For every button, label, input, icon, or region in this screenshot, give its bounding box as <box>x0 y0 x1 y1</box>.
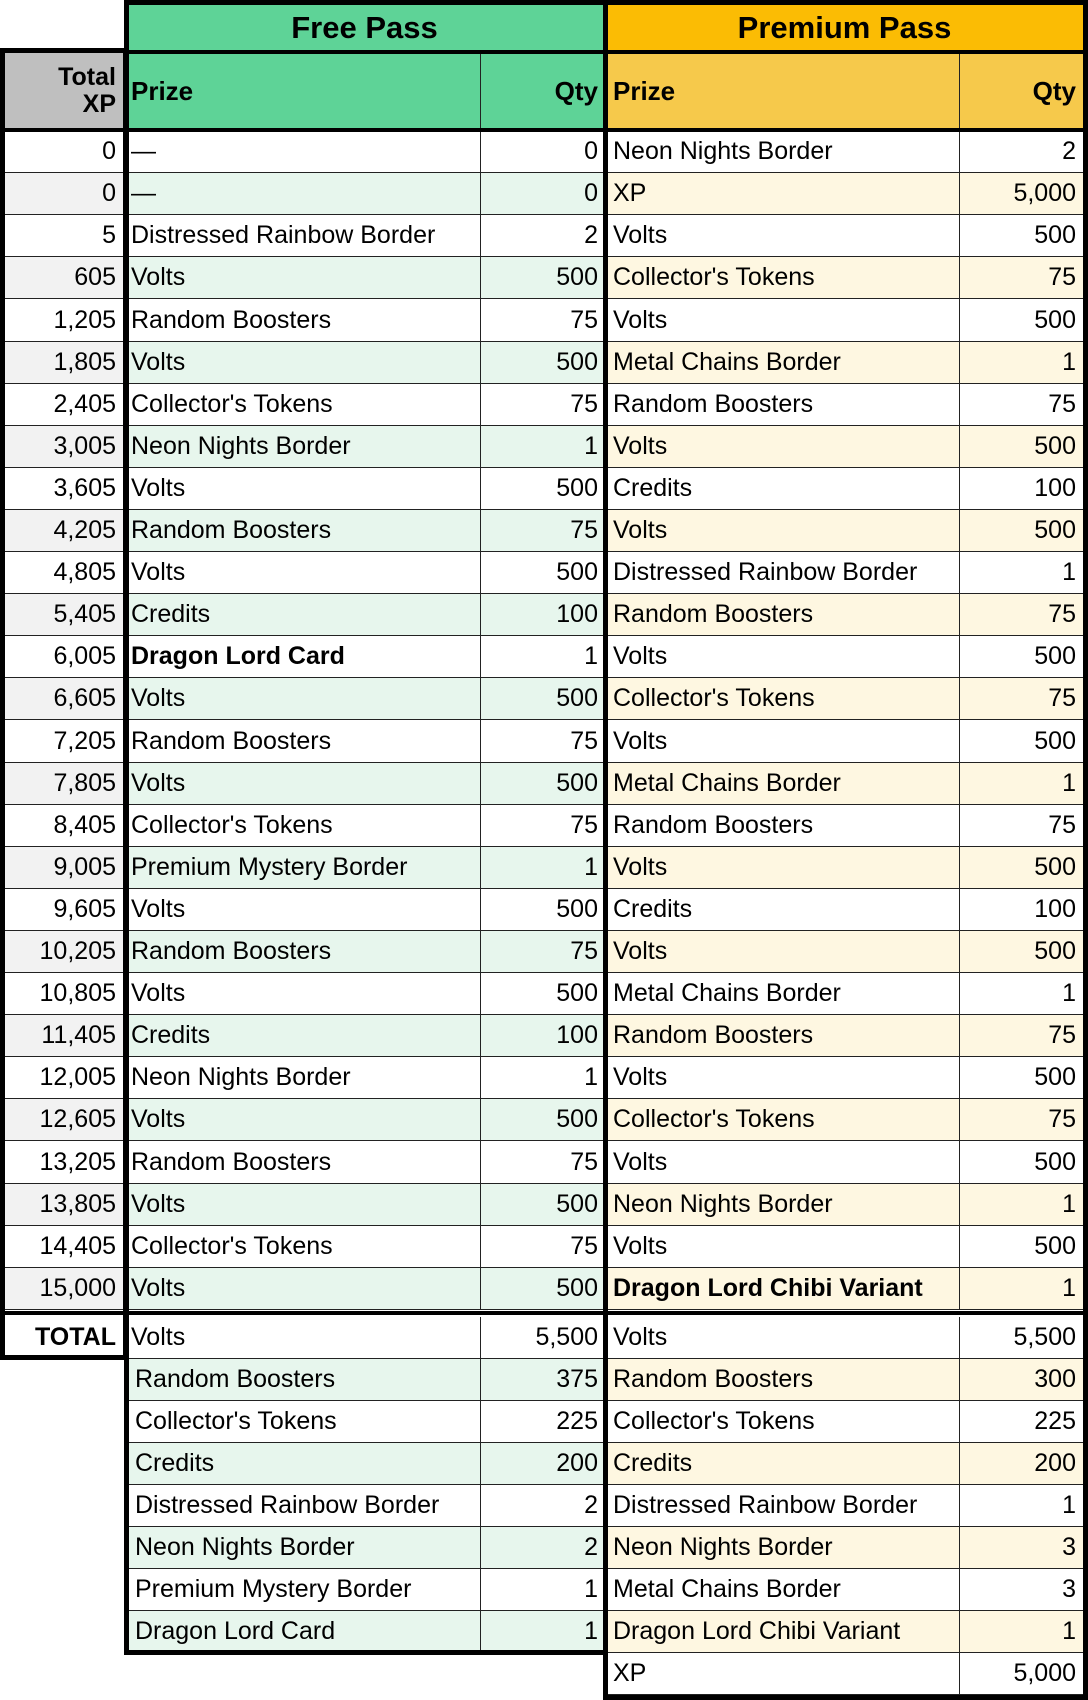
free-prize-cell: Random Boosters <box>124 299 481 342</box>
free-qty-cell: 75 <box>481 299 606 342</box>
premium-prize-cell: Credits <box>606 889 960 931</box>
free-prize-cell: Random Boosters <box>124 931 481 973</box>
free-qty-cell: 75 <box>481 384 606 426</box>
free-qty-cell: 500 <box>481 1099 606 1141</box>
free-qty-cell: 1 <box>481 636 606 678</box>
xp-cell: 605 <box>4 257 124 299</box>
premium-prize-cell: Neon Nights Border <box>606 131 960 173</box>
premium-prize-cell: Random Boosters <box>606 384 960 426</box>
xp-cell: 6,005 <box>4 636 124 678</box>
free-qty-cell: 1 <box>481 1057 606 1099</box>
premium-total-prize-cell: XP <box>606 1653 960 1695</box>
premium-prize-cell: Volts <box>606 299 960 342</box>
premium-prize-cell: XP <box>606 173 960 215</box>
xp-cell: 3,605 <box>4 468 124 510</box>
premium-qty-cell: 500 <box>960 215 1084 257</box>
free-total-qty-cell: 225 <box>481 1401 606 1443</box>
free-qty-cell: 0 <box>481 131 606 173</box>
free-total-prize-cell: Distressed Rainbow Border <box>124 1485 481 1527</box>
free-qty-cell: 500 <box>481 763 606 805</box>
premium-total-qty-cell: 225 <box>960 1401 1084 1443</box>
premium-qty-cell: 500 <box>960 1057 1084 1099</box>
free-qty-cell: 500 <box>481 257 606 299</box>
premium-qty-cell: 1 <box>960 342 1084 384</box>
premium-total-qty-cell: 5,500 <box>960 1317 1084 1359</box>
free-prize-cell: Volts <box>124 1099 481 1141</box>
free-prize-cell: Volts <box>124 257 481 299</box>
free-qty-cell: 500 <box>481 973 606 1015</box>
xp-cell: 5,405 <box>4 594 124 636</box>
xp-cell: 0 <box>4 173 124 215</box>
premium-prize-cell: Collector's Tokens <box>606 678 960 720</box>
xp-cell: 0 <box>4 131 124 173</box>
premium-prize-cell: Volts <box>606 636 960 678</box>
free-pass-title: Free Pass <box>124 4 606 52</box>
premium-pass-title: Premium Pass <box>606 4 1084 52</box>
xp-cell: 13,205 <box>4 1141 124 1184</box>
free-total-qty-cell: 5,500 <box>481 1317 606 1359</box>
free-prize-header: Prize <box>124 52 481 130</box>
premium-prize-cell: Random Boosters <box>606 594 960 636</box>
free-qty-cell: 75 <box>481 805 606 847</box>
free-prize-cell: Credits <box>124 1015 481 1057</box>
free-prize-cell: Neon Nights Border <box>124 426 481 468</box>
xp-cell: 8,405 <box>4 805 124 847</box>
free-total-prize-cell: Random Boosters <box>124 1359 481 1401</box>
free-prize-cell: Random Boosters <box>124 1141 481 1184</box>
premium-qty-cell: 75 <box>960 678 1084 720</box>
free-qty-cell: 500 <box>481 468 606 510</box>
free-prize-cell: Volts <box>124 678 481 720</box>
free-prize-cell: Random Boosters <box>124 510 481 552</box>
free-total-prize-cell: Dragon Lord Card <box>124 1611 481 1653</box>
premium-total-qty-cell: 1 <box>960 1485 1084 1527</box>
free-prize-cell: Volts <box>124 763 481 805</box>
xp-cell: 13,805 <box>4 1184 124 1226</box>
premium-qty-cell: 100 <box>960 468 1084 510</box>
xp-cell: 10,805 <box>4 973 124 1015</box>
premium-prize-cell: Distressed Rainbow Border <box>606 552 960 594</box>
free-total-prize-cell: Neon Nights Border <box>124 1527 481 1569</box>
premium-qty-cell: 75 <box>960 1015 1084 1057</box>
free-qty-header: Qty <box>481 52 606 130</box>
free-qty-cell: 500 <box>481 552 606 594</box>
free-prize-cell: Credits <box>124 594 481 636</box>
xp-cell: 9,005 <box>4 847 124 889</box>
total-xp-header: Total XP <box>4 52 124 130</box>
free-total-qty-cell: 1 <box>481 1569 606 1611</box>
free-qty-cell: 100 <box>481 1015 606 1057</box>
free-prize-cell: — <box>124 131 481 173</box>
premium-total-prize-cell: Neon Nights Border <box>606 1527 960 1569</box>
premium-qty-cell: 500 <box>960 299 1084 342</box>
premium-prize-cell: Random Boosters <box>606 1015 960 1057</box>
free-total-qty-cell: 2 <box>481 1527 606 1569</box>
free-qty-cell: 2 <box>481 215 606 257</box>
free-total-prize-cell: Credits <box>124 1443 481 1485</box>
xp-cell: 12,605 <box>4 1099 124 1141</box>
premium-prize-cell: Metal Chains Border <box>606 763 960 805</box>
premium-total-prize-cell: Credits <box>606 1443 960 1485</box>
free-prize-cell: Volts <box>124 342 481 384</box>
premium-total-prize-cell: Collector's Tokens <box>606 1401 960 1443</box>
xp-cell: 4,205 <box>4 510 124 552</box>
free-prize-cell: Dragon Lord Card <box>124 636 481 678</box>
free-total-qty-cell: 375 <box>481 1359 606 1401</box>
premium-qty-cell: 75 <box>960 384 1084 426</box>
premium-prize-header: Prize <box>606 52 960 130</box>
free-qty-cell: 500 <box>481 342 606 384</box>
xp-cell: 1,805 <box>4 342 124 384</box>
premium-qty-cell: 1 <box>960 763 1084 805</box>
free-prize-cell: Volts <box>124 1184 481 1226</box>
xp-cell: 9,605 <box>4 889 124 931</box>
free-qty-cell: 75 <box>481 931 606 973</box>
free-qty-cell: 1 <box>481 426 606 468</box>
premium-prize-cell: Volts <box>606 510 960 552</box>
free-prize-cell: Premium Mystery Border <box>124 847 481 889</box>
premium-qty-cell: 75 <box>960 257 1084 299</box>
premium-qty-cell: 500 <box>960 720 1084 763</box>
free-prize-cell: Neon Nights Border <box>124 1057 481 1099</box>
premium-prize-cell: Volts <box>606 847 960 889</box>
premium-prize-cell: Volts <box>606 1226 960 1268</box>
xp-cell: 10,205 <box>4 931 124 973</box>
free-qty-cell: 500 <box>481 1184 606 1226</box>
premium-qty-cell: 1 <box>960 1184 1084 1226</box>
premium-prize-cell: Volts <box>606 215 960 257</box>
free-qty-cell: 75 <box>481 510 606 552</box>
premium-qty-cell: 1 <box>960 973 1084 1015</box>
free-qty-cell: 500 <box>481 678 606 720</box>
xp-cell: 1,205 <box>4 299 124 342</box>
free-prize-cell: Volts <box>124 468 481 510</box>
free-total-qty-cell: 2 <box>481 1485 606 1527</box>
xp-cell: 12,005 <box>4 1057 124 1099</box>
premium-qty-cell: 500 <box>960 1226 1084 1268</box>
free-prize-cell: Collector's Tokens <box>124 805 481 847</box>
free-prize-cell: Distressed Rainbow Border <box>124 215 481 257</box>
premium-qty-cell: 500 <box>960 931 1084 973</box>
free-total-prize-cell: Volts <box>124 1317 481 1359</box>
premium-prize-cell: Neon Nights Border <box>606 1184 960 1226</box>
premium-prize-cell: Credits <box>606 468 960 510</box>
free-prize-cell: Volts <box>124 889 481 931</box>
free-prize-cell: Random Boosters <box>124 720 481 763</box>
premium-prize-cell: Random Boosters <box>606 805 960 847</box>
xp-cell: 2,405 <box>4 384 124 426</box>
premium-qty-cell: 75 <box>960 594 1084 636</box>
premium-total-qty-cell: 300 <box>960 1359 1084 1401</box>
xp-cell: 11,405 <box>4 1015 124 1057</box>
free-prize-cell: Collector's Tokens <box>124 384 481 426</box>
premium-total-qty-cell: 3 <box>960 1527 1084 1569</box>
premium-prize-cell: Volts <box>606 1057 960 1099</box>
premium-qty-cell: 500 <box>960 1141 1084 1184</box>
free-total-qty-cell: 200 <box>481 1443 606 1485</box>
premium-total-qty-cell: 5,000 <box>960 1653 1084 1695</box>
xp-cell: 4,805 <box>4 552 124 594</box>
free-total-prize-cell: Premium Mystery Border <box>124 1569 481 1611</box>
premium-qty-cell: 5,000 <box>960 173 1084 215</box>
premium-qty-cell: 500 <box>960 426 1084 468</box>
xp-cell: 14,405 <box>4 1226 124 1268</box>
xp-cell: 15,000 <box>4 1268 124 1310</box>
free-qty-cell: 100 <box>481 594 606 636</box>
premium-total-qty-cell: 200 <box>960 1443 1084 1485</box>
premium-prize-cell: Volts <box>606 931 960 973</box>
premium-total-prize-cell: Volts <box>606 1317 960 1359</box>
premium-prize-cell: Collector's Tokens <box>606 257 960 299</box>
totals-divider <box>0 1311 1088 1315</box>
free-prize-cell: — <box>124 173 481 215</box>
free-qty-cell: 75 <box>481 1226 606 1268</box>
free-total-prize-cell: Collector's Tokens <box>124 1401 481 1443</box>
premium-prize-cell: Metal Chains Border <box>606 342 960 384</box>
premium-prize-cell: Collector's Tokens <box>606 1099 960 1141</box>
xp-cell: 7,205 <box>4 720 124 763</box>
premium-prize-cell: Dragon Lord Chibi Variant <box>606 1268 960 1310</box>
xp-cell: 7,805 <box>4 763 124 805</box>
free-qty-cell: 500 <box>481 1268 606 1310</box>
xp-cell: 5 <box>4 215 124 257</box>
premium-qty-cell: 100 <box>960 889 1084 931</box>
xp-cell: 3,005 <box>4 426 124 468</box>
total-label: TOTAL <box>4 1317 124 1359</box>
premium-qty-header: Qty <box>960 52 1084 130</box>
free-total-qty-cell: 1 <box>481 1611 606 1653</box>
premium-qty-cell: 500 <box>960 636 1084 678</box>
free-qty-cell: 500 <box>481 889 606 931</box>
free-qty-cell: 75 <box>481 1141 606 1184</box>
premium-qty-cell: 1 <box>960 552 1084 594</box>
free-prize-cell: Volts <box>124 1268 481 1310</box>
premium-total-prize-cell: Metal Chains Border <box>606 1569 960 1611</box>
premium-prize-cell: Metal Chains Border <box>606 973 960 1015</box>
premium-total-prize-cell: Random Boosters <box>606 1359 960 1401</box>
premium-prize-cell: Volts <box>606 720 960 763</box>
premium-qty-cell: 1 <box>960 1268 1084 1310</box>
premium-qty-cell: 2 <box>960 131 1084 173</box>
premium-total-prize-cell: Distressed Rainbow Border <box>606 1485 960 1527</box>
premium-qty-cell: 75 <box>960 1099 1084 1141</box>
premium-qty-cell: 500 <box>960 510 1084 552</box>
premium-total-qty-cell: 1 <box>960 1611 1084 1653</box>
xp-cell: 6,605 <box>4 678 124 720</box>
free-qty-cell: 0 <box>481 173 606 215</box>
free-prize-cell: Collector's Tokens <box>124 1226 481 1268</box>
premium-total-prize-cell: Dragon Lord Chibi Variant <box>606 1611 960 1653</box>
premium-qty-cell: 75 <box>960 805 1084 847</box>
free-prize-cell: Volts <box>124 973 481 1015</box>
premium-prize-cell: Volts <box>606 1141 960 1184</box>
free-qty-cell: 1 <box>481 847 606 889</box>
free-qty-cell: 75 <box>481 720 606 763</box>
free-prize-cell: Volts <box>124 552 481 594</box>
premium-total-qty-cell: 3 <box>960 1569 1084 1611</box>
premium-qty-cell: 500 <box>960 847 1084 889</box>
premium-prize-cell: Volts <box>606 426 960 468</box>
